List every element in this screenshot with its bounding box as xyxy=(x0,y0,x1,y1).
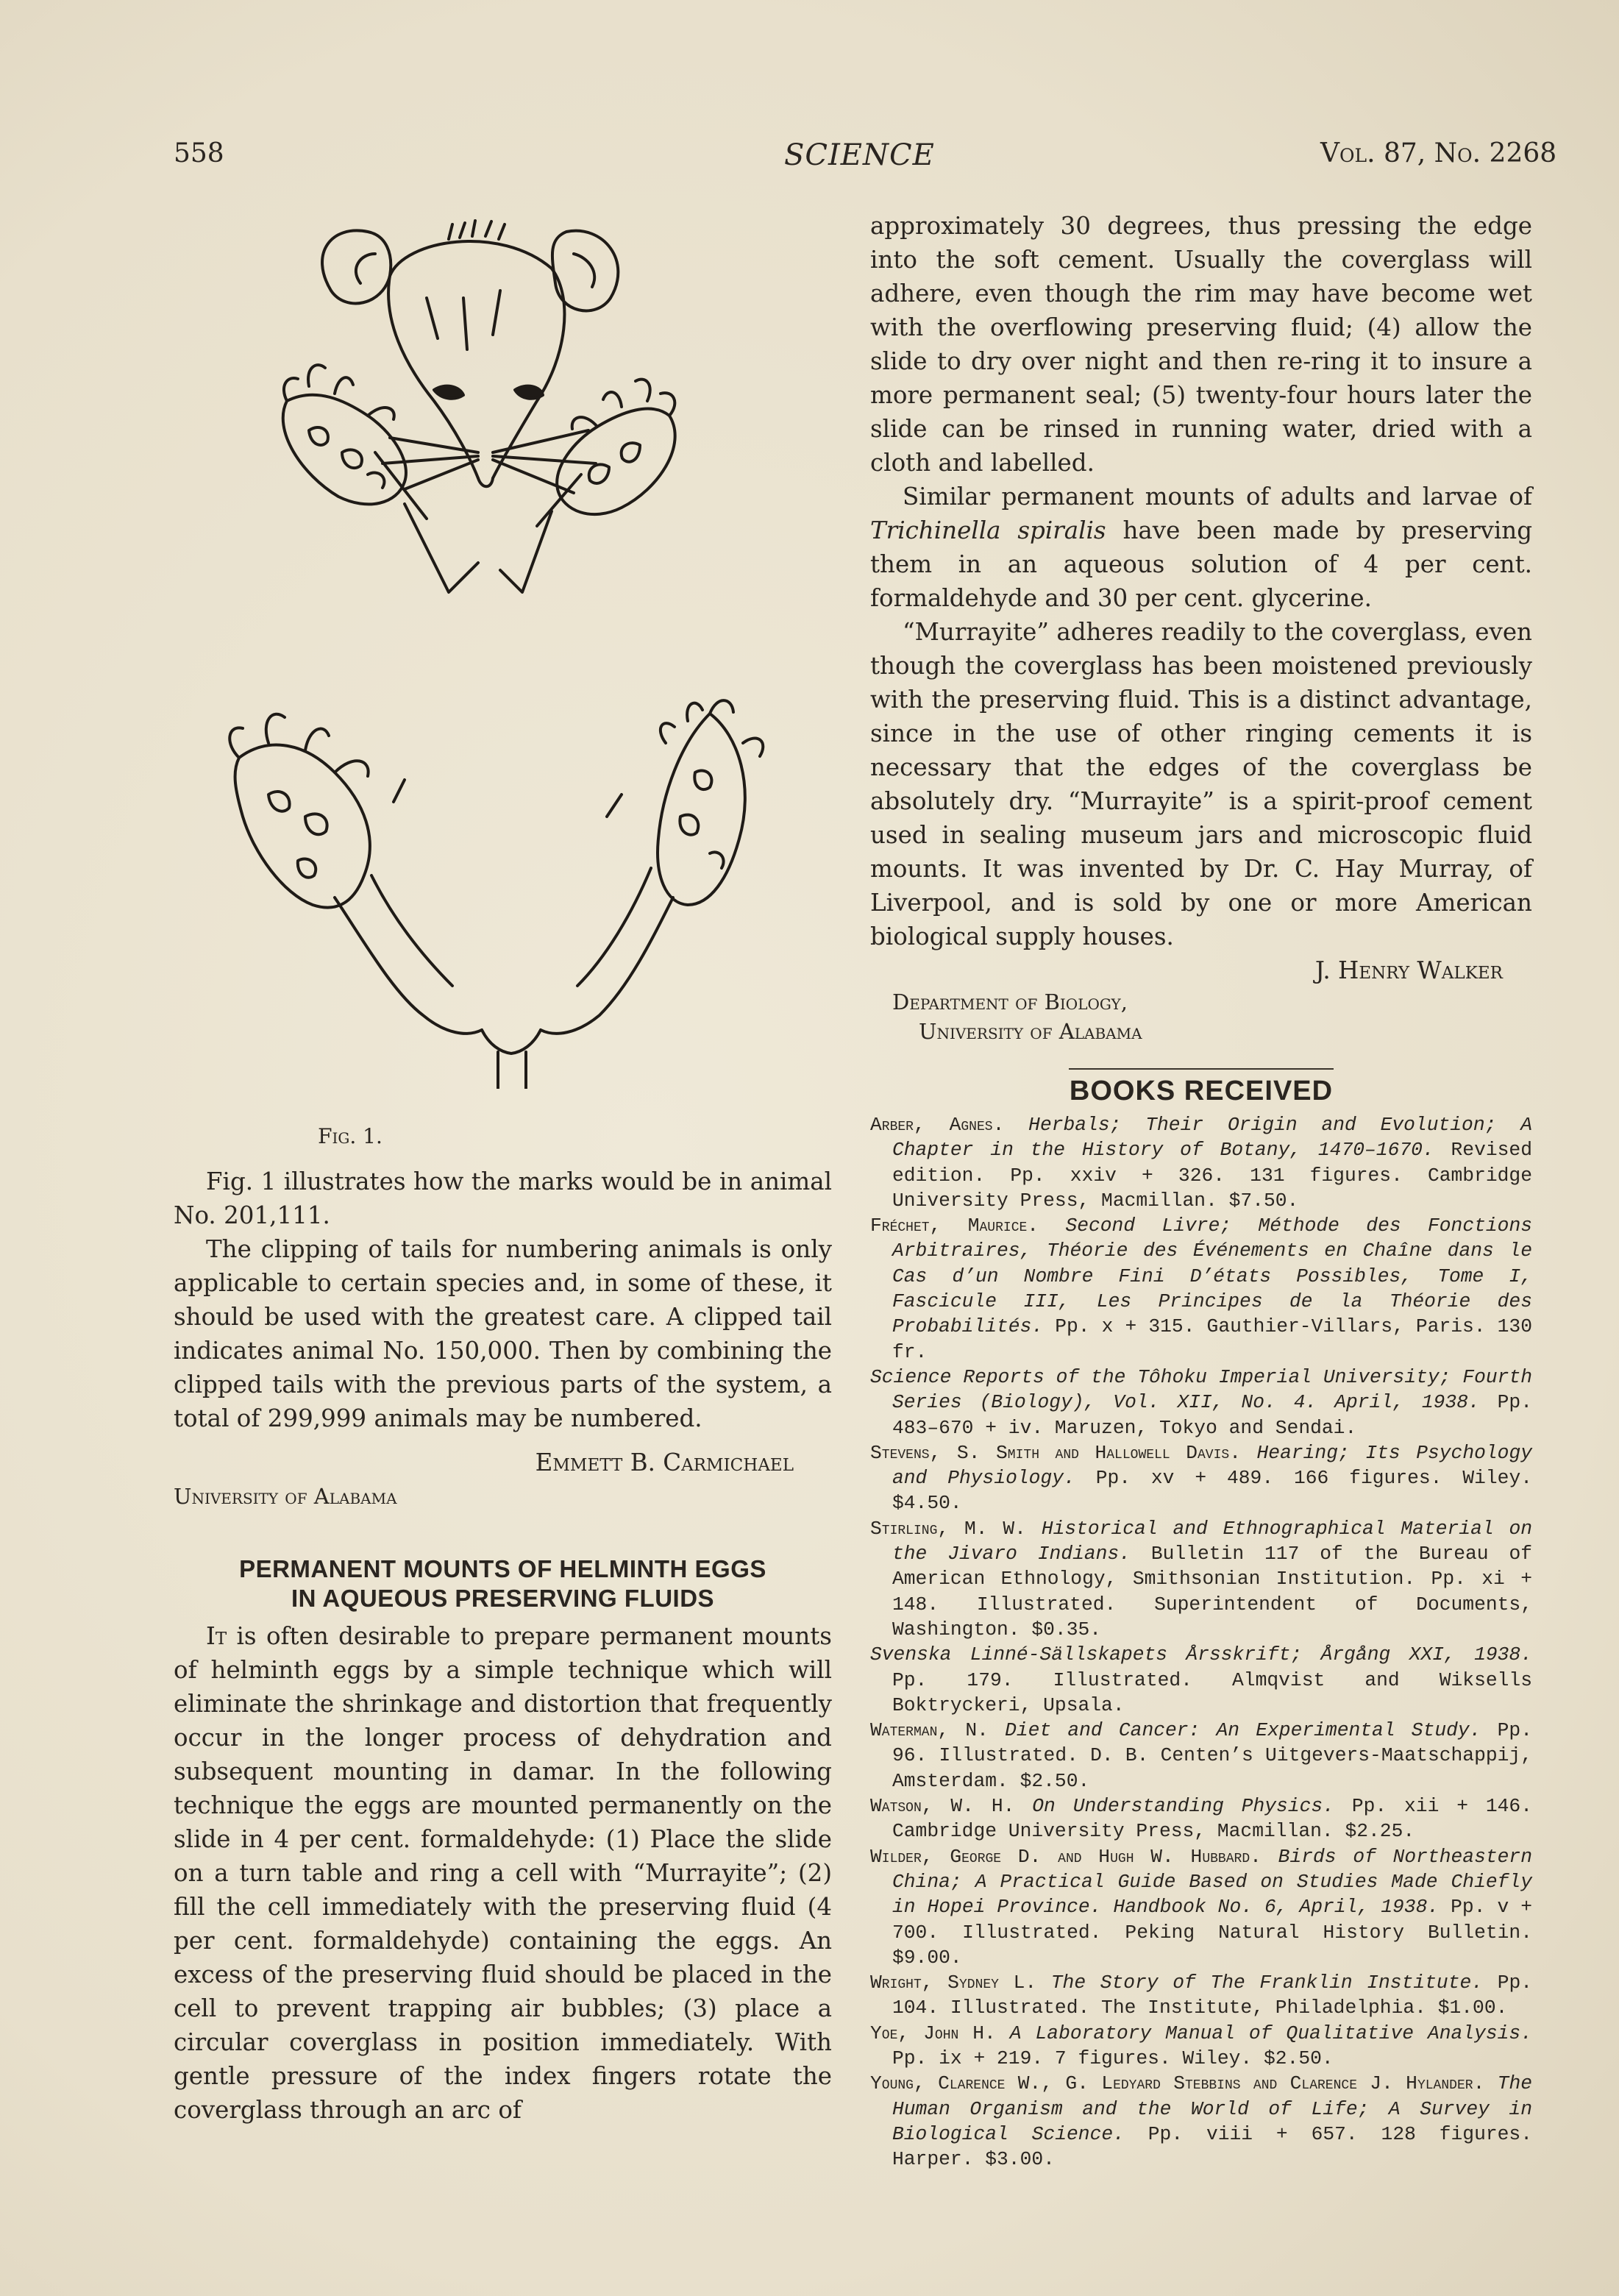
dropcap-word: It xyxy=(206,1622,227,1650)
books-list xyxy=(870,1112,1532,2172)
tail-clipping-paragraph: The clipping of tails for numbering animals is only applicable to certain species and, in some of these, it should be used with the greatest care. A clipped tail indicates animal No. 150,000. Then by combining the clipped tails with the previous parts of the system, a total of 299,999 animals may be numbered. xyxy=(174,1235,832,1432)
book-entry: Waterman, N. Diet and Cancer: An Experimental Study. Pp. 96. Illustrated. D. B. Centen’s Uitgevers-Maatschappij, Amsterdam. $2.50. xyxy=(870,1719,1532,1792)
right-column xyxy=(870,209,1532,2172)
trichinella-text-a: Similar permanent mounts of adults and larvae of xyxy=(903,483,1532,511)
left-column xyxy=(174,1165,832,2127)
author-walker: J. Henry Walker xyxy=(1314,956,1503,984)
book-entry: Science Reports of the Tôhoku Imperial University; Fourth Series (Biology), Vol. XII, No. 4. April, 1938. Pp. 483–670 + iv. Maruzen, Tokyo and Sendai. xyxy=(870,1365,1532,1439)
fig-description-paragraph: Fig. 1 illustrates how the marks would be in animal No. 201,111. xyxy=(174,1167,832,1229)
affiliation-carmichael: University of Alabama xyxy=(174,1484,397,1509)
author-carmichael: Emmett B. Carmichael xyxy=(535,1449,794,1476)
book-entry: Svenska Linné-Sällskapets Årsskrift; Årgång XXI, 1938. Pp. 179. Illustrated. Almqvist and Wiksells Boktryckeri, Upsala. xyxy=(870,1643,1532,1716)
technique-continued-paragraph: approximately 30 degrees, thus pressing the edge into the soft cement. Usually the coverglass will adhere, even though the rim may have become wet with the overflowing preserving fluid; (4) allow the slide to dry over night and then re-ring it to insure a more permanent seal; (5) twenty-four hours later the slide can be rinsed in running water, dried with a cloth and labelled. xyxy=(870,212,1532,477)
volume-number: Vol. 87, No. 2268 xyxy=(1320,138,1557,168)
technique-text: is often desirable to prepare permanent mounts of helminth eggs by a simple technique which will eliminate the shrinkage and distortion that frequently occur in the longer process of dehydration and subsequent mounting in damar. In the following technique the eggs are mounted permanently on the slide in 4 per cent. formaldehyde: (1) Place the slide on a turn table and ring a cell with “Murrayite”; (2) fill the cell immediately with the preserving fluid (4 per cent. formaldehyde) containing the eggs. An excess of the preserving fluid should be placed in the cell to prevent trapping air bubbles; (3) place a circular coverglass in position immediately. With gentle pressure of the index fingers rotate the coverglass through an arc of xyxy=(174,1622,832,2124)
trichinella-text-b: have been made by preserving them in an aqueous solution of 4 per cent. formaldehyde and 30 per cent. glycerine. xyxy=(870,516,1532,612)
article-title-line2: IN AQUEOUS PRESERVING FLUIDS xyxy=(291,1585,715,1612)
murrayite-paragraph: “Murrayite” adheres readily to the coverglass, even though the coverglass has been moistened previously with the preserving fluid. This is a distinct advantage, since in the use of other ringing cements it is necessary that the edges of the coverglass be absolutely dry. “Murrayite” is a spirit-proof cement used in sealing museum jars and microscopic fluid mounts. It was invented by Dr. C. Hay Murray, of Liverpool, and is sold by one or more American biological supply houses. xyxy=(870,618,1532,950)
book-entry: Yoe, John H. A Laboratory Manual of Qualitative Analysis. Pp. ix + 219. 7 figures. Wiley. $2.50. xyxy=(870,2022,1532,2069)
figure-caption: Fig. 1. xyxy=(318,1124,382,1148)
book-entry: Stirling, M. W. Historical and Ethnographical Material on the Jivaro Indians. Bulletin 117 of the Bureau of American Ethnology, Smithsonian Institution. Pp. xi + 148. Illustrated. Superintendent of Documents, Washington. $0.35. xyxy=(870,1517,1533,1641)
book-entry: Wright, Sydney L. The Story of The Franklin Institute. Pp. 104. Illustrated. The Institute, Philadelphia. $1.00. xyxy=(870,1972,1533,2019)
page-number: 558 xyxy=(174,138,224,168)
journal-title: SCIENCE xyxy=(784,138,935,172)
book-entry: Wilder, George D. and Hugh W. Hubbard. Birds of Northeastern China; A Practical Guide Based on Studies Made Chiefly in Hopei Province. Handbook No. 6, April, 1938. Pp. v + 700. Illustrated. Peking Natural History Bulletin. $9.00. xyxy=(870,1845,1533,1969)
book-entry: Stevens, S. Smith and Hallowell Davis. Hearing; Its Psychology and Physiology. Pp. xv + 489. 166 figures. Wiley. $4.50. xyxy=(870,1441,1533,1515)
article-title-line1: PERMANENT MOUNTS OF HELMINTH EGGS xyxy=(239,1555,766,1582)
book-entry: Young, Clarence W., G. Ledyard Stebbins and Clarence J. Hylander. The Human Organism and the World of Life; A Survey in Biological Science. Pp. viii + 657. 128 figures. Harper. $3.00. xyxy=(870,2072,1533,2171)
affiliation-walker-line1: Department of Biology, xyxy=(892,989,1128,1014)
affiliation-walker-line2: University of Alabama xyxy=(919,1019,1142,1044)
technique-paragraph xyxy=(174,1619,832,2127)
book-entry: Arber, Agnes. Herbals; Their Origin and Evolution; A Chapter in the History of Botany, 1470–1670. Revised edition. Pp. xxiv + 326. 131 figures. Cambridge University Press, Macmillan. $7.50. xyxy=(870,1114,1532,1212)
book-entry: Fréchet, Maurice. Second Livre; Méthode des Fonctions Arbitraires, Théorie des Événements en Chaîne dans le Cas d’un Nombre Fini D’états Possibles, Tome I, Fascicule III, Les Principes de la Théorie des Probabilités. Pp. x + 315. Gauthier-Villars, Paris. 130 fr. xyxy=(870,1215,1533,1363)
mouse-head-and-forepaws-drawing xyxy=(257,210,699,618)
books-received-heading: BOOKS RECEIVED xyxy=(1069,1076,1334,1106)
figure-caption-wrap xyxy=(174,1120,832,1154)
trichinella-paragraph xyxy=(870,480,1532,615)
trichinella-species: Trichinella spiralis xyxy=(870,516,1106,544)
book-entry: Watson, W. H. On Understanding Physics. Pp. xii + 146. Cambridge University Press, Macmillan. $2.25. xyxy=(870,1795,1532,1843)
mouse-hindpaws-and-tail-drawing xyxy=(224,692,783,1089)
